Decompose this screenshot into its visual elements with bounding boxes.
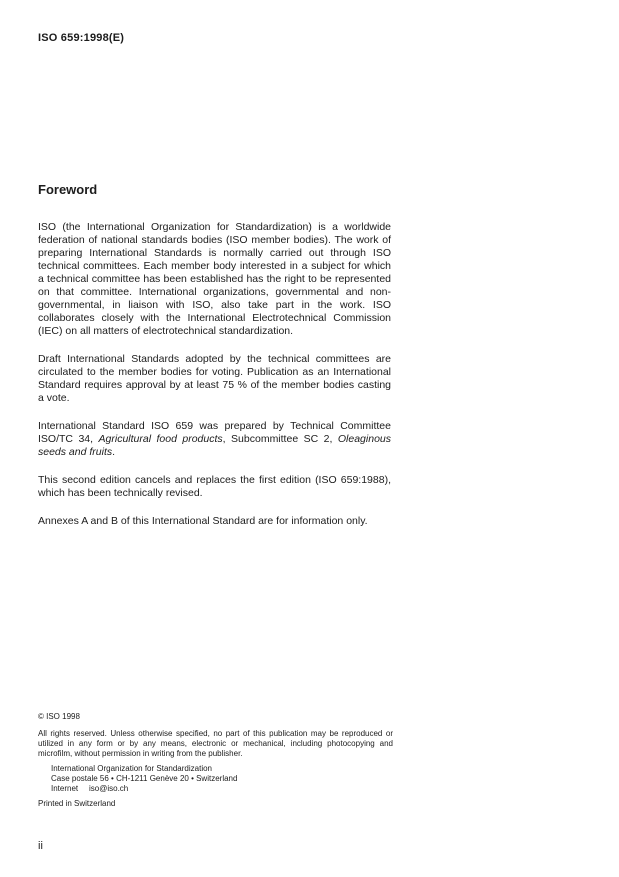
copyright-footer bbox=[38, 712, 393, 809]
committee-title-italic: Agricultural food products bbox=[98, 433, 223, 445]
paragraph-3-text-3: . bbox=[112, 446, 116, 458]
copyright-notice: © ISO 1998 bbox=[38, 712, 80, 721]
rights-reserved-text: All rights reserved. Unless otherwise specified, no part of this publication may be reproduced or utilized in any form or by any means, electronic or mechanical, including photocopying and microfilm, without permission in writing from the publisher. bbox=[38, 729, 393, 758]
internet-email: iso@iso.ch bbox=[89, 784, 129, 793]
publisher-organization: International Organization for Standardization bbox=[51, 764, 212, 773]
subcommittee-title-italic: Oleaginous seeds and fruits bbox=[38, 433, 391, 458]
foreword-paragraph-1: ISO (the International Organization for Standardization) is a worldwide federation of national standards bodies (ISO member bodies). The work of preparing International Standards is normally carried out through ISO technical committees. Each member body interested in a subject for which a technical committee has been established has the right to be represented on that committee. International organizations, governmental and non-governmental, in liaison with ISO, also take part in the work. ISO collaborates closely with the International Electrotechnical Commission (IEC) on all matters of electrotechnical standardization. bbox=[38, 221, 391, 337]
document-reference-header: ISO 659:1998(E) bbox=[38, 32, 125, 44]
foreword-paragraph-5: Annexes A and B of this International Standard are for information only. bbox=[38, 515, 368, 527]
foreword-section bbox=[38, 182, 391, 543]
publisher-internet-line bbox=[51, 784, 393, 794]
foreword-heading: Foreword bbox=[38, 182, 98, 197]
printed-in-switzerland: Printed in Switzerland bbox=[38, 799, 116, 808]
foreword-paragraph-3 bbox=[38, 420, 391, 459]
foreword-paragraph-2: Draft International Standards adopted by the technical committees are circulated to the member bodies for voting. Publication as an International Standard requires approval by at least 75 % of the member bodies casting a vote. bbox=[38, 353, 391, 404]
foreword-paragraph-4: This second edition cancels and replaces the first edition (ISO 659:1988), which has been technically revised. bbox=[38, 474, 391, 499]
page-number: ii bbox=[38, 840, 43, 852]
paragraph-3-text-2: , Subcommittee SC 2, bbox=[222, 433, 338, 445]
publisher-postal-address: Case postale 56 • CH-1211 Genève 20 • Switzerland bbox=[51, 774, 238, 783]
paragraph-3-text-1: International Standard ISO 659 was prepared by Technical Committee ISO/TC 34, bbox=[38, 420, 391, 445]
publisher-address-block bbox=[51, 764, 393, 794]
internet-label: Internet bbox=[51, 784, 79, 793]
